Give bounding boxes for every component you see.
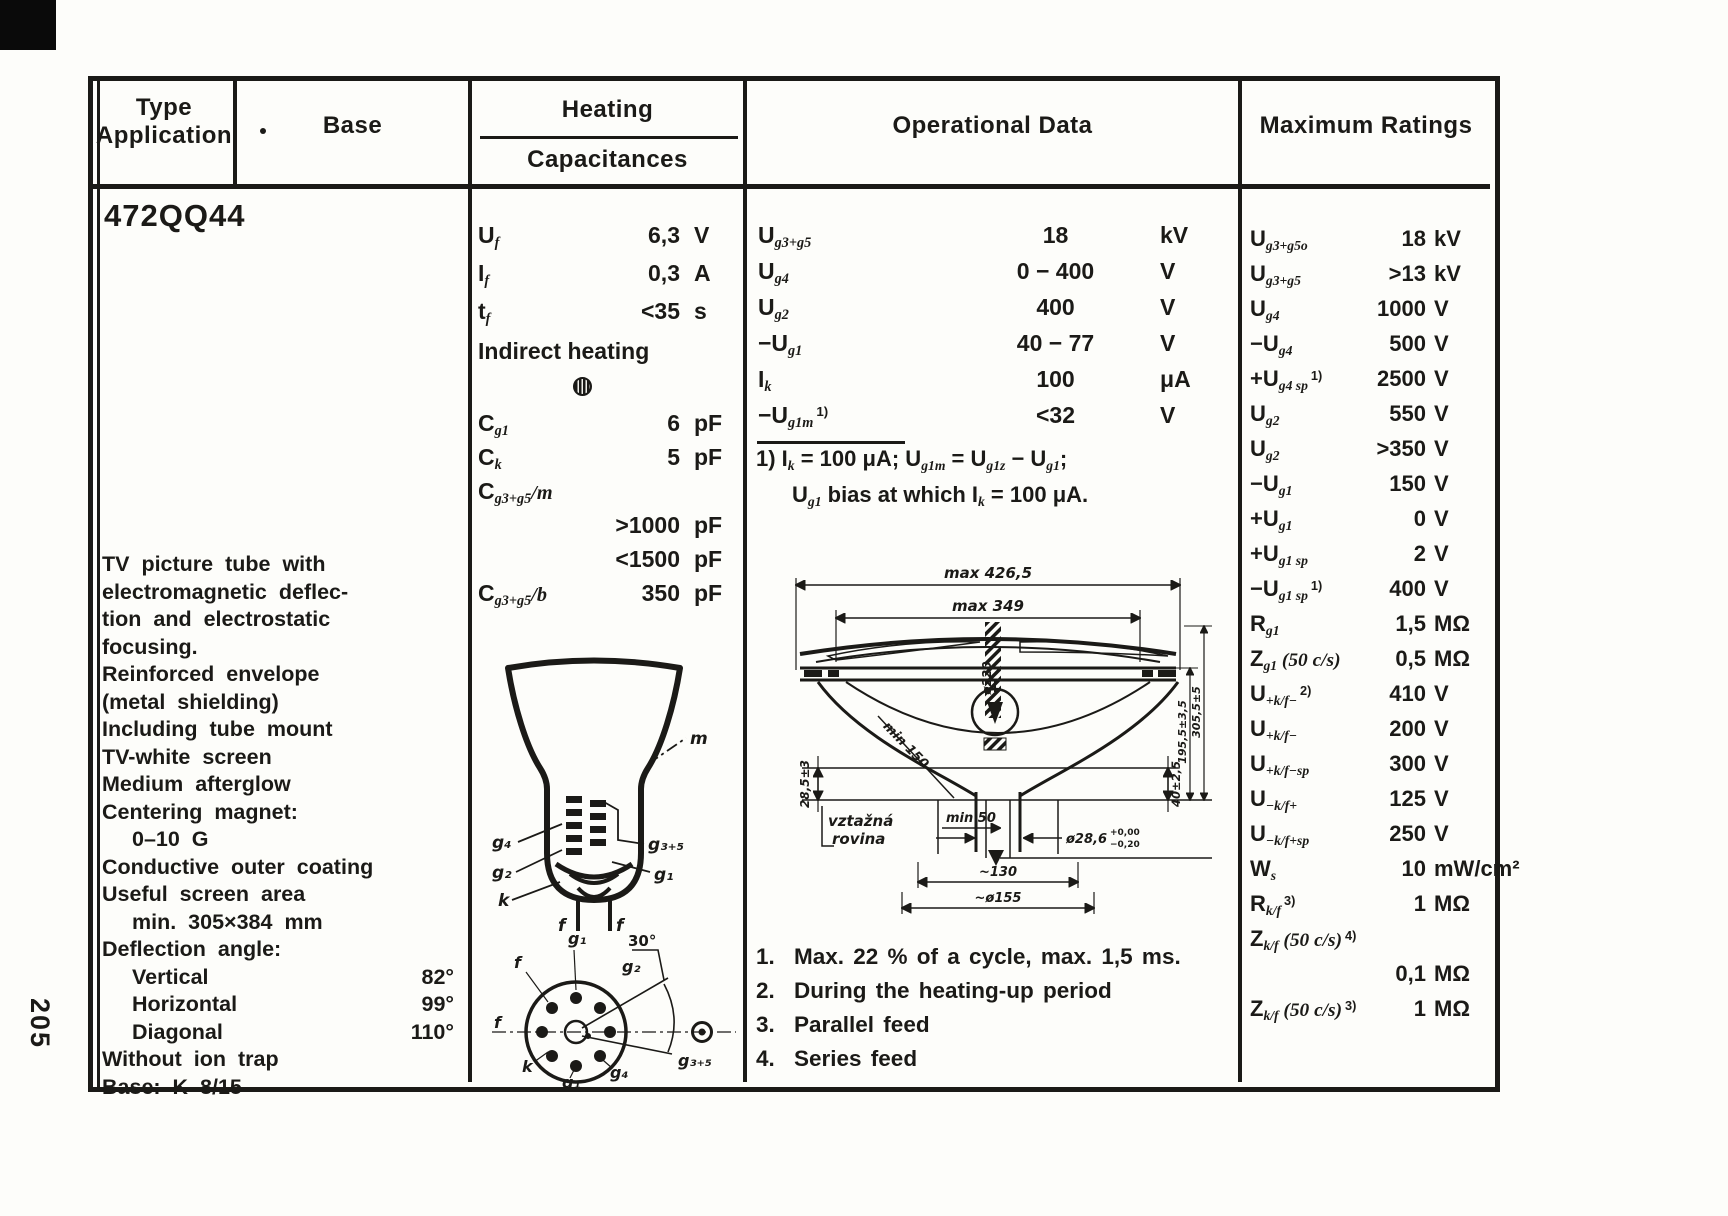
note-number: 4. [756,1046,775,1071]
k-leader [534,1052,548,1062]
param-value: <32 [1035,402,1075,428]
param-row [1250,508,1492,543]
header-type-line1: Type [135,94,193,121]
param-row [1250,368,1492,403]
base-label-f-upper: f [514,953,521,972]
k-leader-line [512,882,560,900]
param-symbol: $-U_{g4}$ [1250,331,1293,358]
param-unit: V [1434,716,1449,741]
description-text: Including tube mount [102,717,333,741]
description-line [102,689,454,717]
param-row [478,548,738,582]
param-symbol: $C_{g1}$ [478,410,509,439]
column-divider-heating-operational [743,81,747,1082]
param-row [1250,648,1492,683]
tube-type-number: 472QQ44 [104,198,246,233]
header-maximum-ratings: Maximum Ratings [1259,112,1473,139]
note-text: Max. 22 % of a cycle, max. 1,5 ms. [794,944,1181,969]
description-text: min. 305×384 mm [132,909,323,934]
base-pinout-diagram [486,930,742,1090]
dim-axis-220: ø220 [980,661,994,695]
param-row [1250,333,1492,368]
param-symbol: $U_{g2}$ [758,294,789,323]
param-unit: V [1434,541,1449,566]
param-unit: mW/cm² [1434,856,1520,881]
description-line [102,1074,454,1102]
base-label-k: k [522,1057,533,1076]
param-unit: pF [694,580,723,606]
param-value: 0 − 400 [1016,258,1095,284]
param-row [1250,823,1492,858]
footnote-line-1: 1) $I_k = 100$ μA; $U_{g1m} = U_{g1z} - U_{g1}$; [756,446,1068,473]
description-line [102,826,454,854]
page-number: 205 [25,997,56,1050]
param-value: 1 [1413,996,1426,1021]
description-line [102,991,454,1019]
tube-label-m: m [690,729,708,749]
param-symbol: $R_{g1}$ [1250,611,1280,638]
description-text: Base: K 8/15 [102,1074,242,1099]
description-value: 110° [410,1019,454,1044]
param-value: >1000 [615,512,680,538]
param-unit: A [694,260,711,286]
description-line [102,661,454,689]
column-divider-operational-max [1238,81,1242,1082]
param-unit: V [1434,681,1449,706]
param-row [1250,298,1492,333]
footnote-overline [757,441,905,444]
note-number: 1. [756,944,775,969]
param-unit: V [1434,821,1449,846]
param-symbol: $C_{g3+g5}/m$ [478,478,553,507]
param-value: 150 [1389,471,1426,496]
param-row [758,224,1224,260]
param-symbol: $U_{-k/f+}$ [1250,786,1298,813]
param-row [1250,753,1492,788]
param-symbol: $+U_{g1 sp}$ [1250,541,1308,568]
param-row [478,262,738,300]
description-text: focusing. [102,634,198,659]
param-row [478,514,738,548]
base-label-f-left: f [494,1013,501,1032]
param-symbol: $U_{g4}$ [758,258,789,287]
base-label-g1-bottom: g₁ [562,1073,581,1090]
dim-130: ~130 [978,865,1018,880]
param-unit: pF [694,512,723,538]
dimensional-drawing [788,552,1212,932]
description-line [102,936,454,964]
description-text: Horizontal [132,992,238,1016]
param-unit: V [1434,366,1449,391]
description-text: TV-white screen [102,744,272,769]
param-row [1250,543,1492,578]
param-symbol: $U_{g3+g5}$ [1250,261,1301,288]
param-unit: MΩ [1434,961,1470,986]
base-label-g35: g₃₊₅ [678,1051,712,1070]
param-unit: V [1434,436,1449,461]
note-number: 3. [756,1012,775,1037]
param-value: 1,5 [1395,611,1426,636]
note-text: Series feed [794,1046,918,1071]
param-unit: s [694,298,707,324]
param-value: 40 − 77 [1016,330,1095,356]
param-symbol: $+U_{g1}$ [1250,506,1293,533]
param-symbol: $+U_{g4 sp}^{1)}$ [1250,366,1323,393]
param-value: 6,3 [648,222,680,248]
param-row [1250,893,1492,928]
heating-rows [478,224,738,616]
param-row [758,332,1224,368]
description-line [102,799,454,827]
param-unit: V [1160,294,1176,320]
param-row [1250,403,1492,438]
description-line [102,579,454,607]
dim-right-305: 305,5±5 [1190,686,1203,738]
param-symbol: $-U_{g1m}^{1)}$ [758,402,829,431]
description-text: electromagnetic deflec- [102,579,349,604]
param-row [478,582,738,616]
description-line [102,716,454,744]
param-symbol: $Z_{k/f}$ (50 c/s) $^{3)}$ [1250,996,1357,1023]
param-symbol: $I_f$ [478,260,490,289]
param-value: 2 [1413,541,1426,566]
side-contact-dot [699,1029,706,1036]
tube-label-g2: g₂ [492,863,512,883]
tube-label-g1: g₁ [654,865,674,885]
dim-neck-tol-top: +0,00 [1110,828,1140,838]
description-text: TV picture tube with [102,552,326,576]
description-line [102,606,454,634]
param-value: 200 [1389,716,1426,741]
note-text: During the heating-up period [794,978,1112,1003]
param-row [1250,718,1492,753]
param-value: 500 [1389,331,1426,356]
footnote-line-2: $U_{g1}$ bias at which $I_k = 100$ μA. [792,482,1089,509]
description-text: Medium afterglow [102,772,291,796]
param-unit: V [1434,786,1449,811]
param-unit: MΩ [1434,891,1470,916]
param-row [478,224,738,262]
param-row [1250,683,1492,718]
note-row [756,1046,1226,1080]
description-text: tion and electrostatic [102,607,331,631]
max-ratings-rows [1250,226,1520,1033]
param-row [478,446,738,480]
param-row [1250,578,1492,613]
param-value: 300 [1389,751,1426,776]
param-row [758,296,1224,332]
param-unit: V [694,222,710,248]
param-symbol: $t_f$ [478,298,491,327]
param-value: >350 [1376,436,1426,461]
param-row [1250,963,1492,998]
header-capacitances: Capacitances [527,146,688,173]
param-value: <1500 [615,546,680,572]
param-value: 0,5 [1395,646,1426,671]
header-type [95,94,233,150]
column-divider-left-heating [468,81,472,1082]
dim-min-150: min 150 [879,719,932,772]
description-line [102,1046,454,1074]
param-row [1250,473,1492,508]
param-row [1250,928,1492,963]
description-text: Diagonal [132,1019,223,1044]
header-operational-data: Operational Data [892,112,1093,139]
param-row [478,412,738,446]
param-value: 125 [1389,786,1426,811]
param-symbol: $Z_{g1}$ (50 c/s) [1250,646,1341,673]
heating-capacitances-rule [480,136,738,139]
param-unit: μA [1160,366,1191,392]
description-line [102,634,454,662]
param-symbol: $U_{g3+g5o}$ [1250,226,1308,253]
tube-label-k: k [498,891,510,911]
description-value: 82° [421,964,454,989]
description-line [102,551,454,579]
param-value: 6 [667,410,680,436]
header-heating: Heating [561,96,654,123]
wedge-arc [664,984,674,1052]
param-value: <35 [640,298,680,324]
param-symbol: $C_{g3+g5}/b$ [478,580,547,609]
param-row [758,260,1224,296]
param-unit: MΩ [1434,996,1470,1021]
param-value: 10 [1401,856,1426,881]
dim-28-5: 28,5±3 [798,759,812,809]
param-row [1250,998,1492,1033]
param-unit: V [1434,296,1449,321]
param-value: 18 [1042,222,1069,248]
description-text: Reinforced envelope [102,662,320,686]
param-symbol: $U_{g2}$ [1250,436,1280,463]
getter-row [478,372,738,400]
param-symbol: $Z_{k/f}$ (50 c/s) $^{4)}$ [1250,926,1357,953]
param-row [1250,228,1492,263]
operational-rows [758,224,1224,440]
param-value: 2500 [1377,366,1426,391]
param-value: 5 [667,444,680,470]
param-symbol: $U_{g3+g5}$ [758,222,812,251]
param-row [1250,438,1492,473]
param-symbol: $U_f$ [478,222,500,251]
description-value: 99° [421,992,454,1016]
getter-dot-icon [573,377,592,396]
param-symbol: $C_k$ [478,444,502,473]
param-unit: V [1160,330,1176,356]
param-unit: pF [694,444,723,470]
tube-label-g35: g₃₊₅ [648,835,685,855]
dim-neck-28-6: ø28,6 [1066,832,1108,847]
g1-top-leader [574,950,576,990]
header-bottom-rule [93,184,1490,189]
dim-right-40: 40±2,5 [1169,760,1183,808]
param-value: 1000 [1377,296,1426,321]
param-unit: pF [694,546,723,572]
description-line [102,909,454,937]
param-value: 400 [1036,294,1075,320]
tube-description [102,551,454,1101]
dim-neck-tol-bot: −0,20 [1110,840,1140,850]
param-symbol: $U_{+k/f-}^{2)}$ [1250,681,1312,708]
description-line [102,771,454,799]
description-text: Without ion trap [102,1047,279,1071]
tube-sketch [478,648,710,938]
base-angle-label: 30° [628,932,657,950]
tube-label-f-left: f [558,916,566,936]
note-row [756,978,1226,1012]
param-value: 0,3 [648,260,680,286]
operational-notes [756,944,1226,1080]
param-symbol: $I_k$ [758,366,772,395]
param-unit: pF [694,410,723,436]
description-text: Conductive outer coating [102,854,374,879]
param-value: 250 [1389,821,1426,846]
tube-label-g4: g₄ [492,833,512,853]
param-unit: V [1434,471,1449,496]
base-label-g1-top: g₁ [568,930,587,948]
note-row [756,944,1226,978]
f-upper-leader [526,972,548,1002]
param-unit: MΩ [1434,646,1470,671]
param-unit: V [1160,258,1176,284]
param-unit: kV [1160,222,1189,248]
description-text: Deflection angle: [102,937,282,961]
param-unit: V [1434,331,1449,356]
param-unit: V [1434,401,1449,426]
note-number: 2. [756,978,775,1003]
param-row [1250,788,1492,823]
header-type-line2: Application [95,122,233,149]
param-unit: V [1434,576,1449,601]
dim-min-50: min 50 [946,811,996,826]
param-symbol: $U_{+k/f-sp}$ [1250,751,1310,778]
param-row [758,368,1224,404]
param-unit: kV [1434,261,1461,286]
param-row [758,404,1224,440]
param-value: 350 [641,580,680,606]
dim-max-349: max 349 [952,597,1024,615]
dim-right-195: 195,5±3,5 [1176,700,1189,764]
description-text: 0–10 G [132,827,209,851]
base-label-g2: g₂ [622,957,641,976]
param-unit: V [1160,402,1176,428]
ref-plane-label-2: rovina [832,830,886,848]
param-symbol: $U_{g4}$ [1250,296,1280,323]
description-text: Useful screen area [102,882,306,906]
base-label-g4: g₄ [610,1063,629,1082]
param-symbol: $R_{k/f}^{3)}$ [1250,891,1296,918]
param-value: 100 [1036,366,1075,392]
param-symbol: $-U_{g1}$ [758,330,803,359]
param-unit: V [1434,751,1449,776]
param-symbol: $U_{+k/f-}$ [1250,716,1298,743]
param-value: 410 [1389,681,1426,706]
table-left-double-line [97,81,100,1087]
description-line [102,964,454,992]
header-base: Base [322,112,383,139]
param-row [478,300,738,338]
tube-label-f-right: f [616,916,624,936]
param-value: 400 [1389,576,1426,601]
param-value: 550 [1389,401,1426,426]
param-symbol: $-U_{g1}$ [1250,471,1293,498]
cathode-arc [556,864,632,877]
ref-plane-label-1: vztažná [828,812,894,830]
note-text: Parallel feed [794,1012,930,1037]
description-text: Vertical [132,964,209,989]
g4-leader-line [518,824,562,842]
param-unit: V [1434,506,1449,531]
param-symbol: $U_{g2}$ [1250,401,1280,428]
dim-155: ~ø155 [974,891,1022,906]
param-row [1250,613,1492,648]
heater-arc [578,888,610,897]
param-value: 0 [1413,506,1426,531]
param-symbol: $U_{-k/f+sp}$ [1250,821,1310,848]
param-row [1250,856,1520,893]
param-value: 1 [1413,891,1426,916]
param-unit: MΩ [1434,611,1470,636]
param-row [478,480,738,514]
param-value: 18 [1401,226,1426,251]
param-value: >13 [1388,261,1426,286]
param-unit: kV [1434,226,1461,251]
param-symbol: $-U_{g1 sp}^{1)}$ [1250,576,1323,603]
description-line [102,881,454,909]
dim-max-426: max 426,5 [943,564,1033,582]
scan-artifact [0,0,56,50]
g2-leader-line [516,850,562,872]
param-value: 0,1 [1395,961,1426,986]
description-line [102,854,454,882]
description-line [102,744,454,772]
tube-electrodes [566,796,606,855]
note-row [756,1012,1226,1046]
description-line [102,1019,454,1047]
description-text: (metal shielding) [102,689,279,714]
param-symbol: $W_s$ [1250,856,1277,883]
param-row [1250,263,1492,298]
description-text: Centering magnet: [102,799,298,824]
indirect-heating-label: Indirect heating [478,338,650,364]
